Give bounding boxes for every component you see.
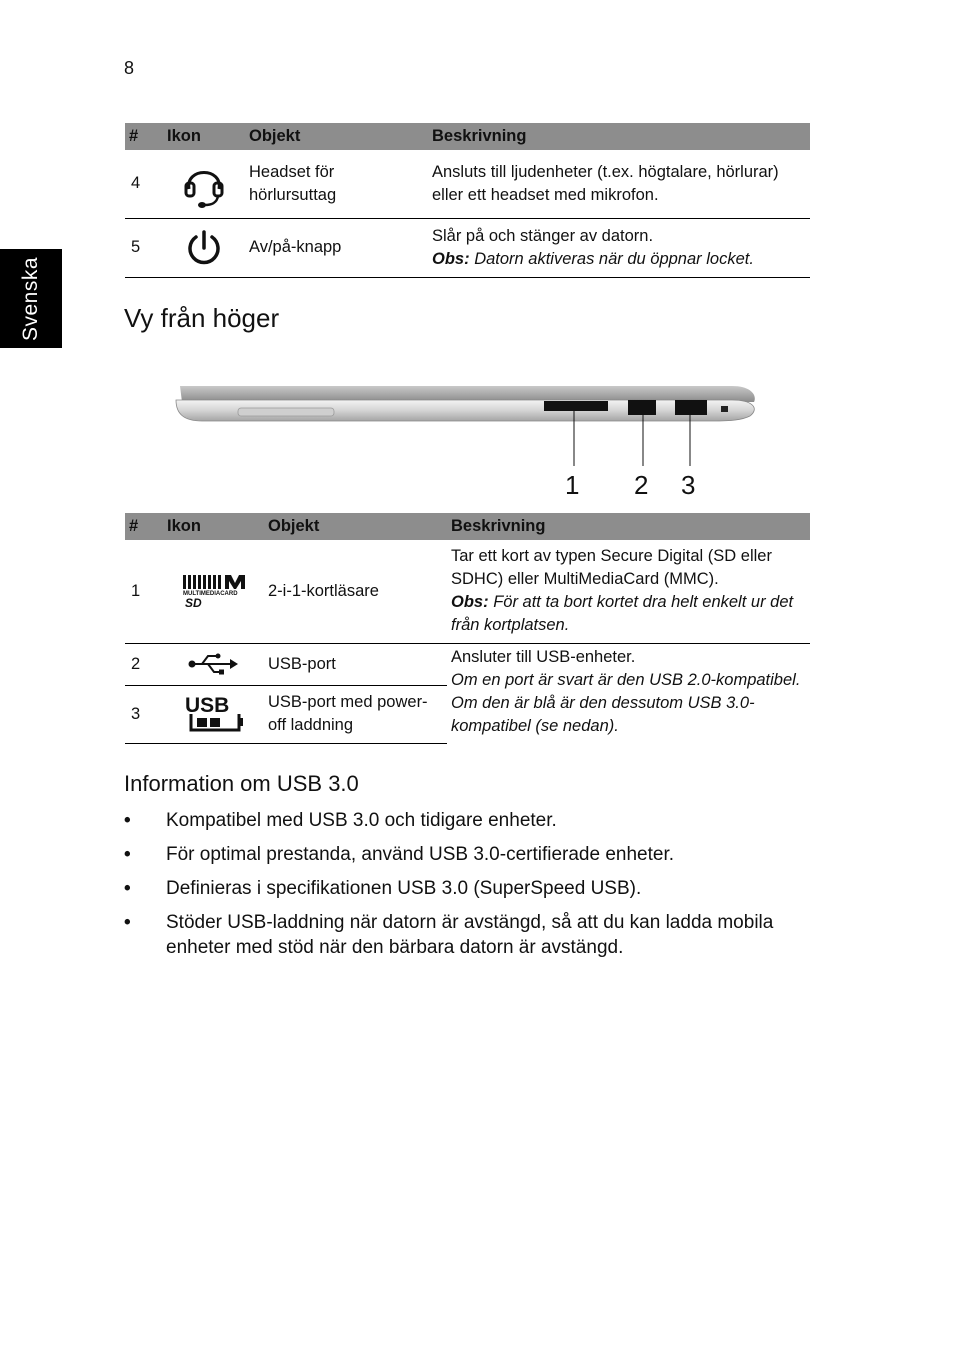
sd-label: SD <box>184 596 202 611</box>
bullet-marker: • <box>124 810 131 831</box>
bullet-marker: • <box>124 878 131 899</box>
description-text: Ansluter till USB-enheter. <box>451 647 636 666</box>
col-object: Objekt <box>264 513 447 540</box>
usb-charging-label: USB <box>184 694 229 717</box>
col-description: Beskrivning <box>428 123 810 150</box>
card-reader-slot <box>544 401 608 411</box>
table-row <box>125 643 810 685</box>
usb-port-3 <box>675 400 707 415</box>
ports-table-top <box>125 123 810 278</box>
row-object: USB-port <box>264 643 447 685</box>
row-number: 4 <box>131 174 141 193</box>
col-number: # <box>125 123 163 150</box>
list-item <box>124 842 824 867</box>
language-label: Svenska <box>19 256 42 341</box>
ports-table-right <box>125 513 810 744</box>
description-text: Tar ett kort av typen Secure Digital (SD eller SDHC) eller MultiMediaCard (MMC). <box>451 547 772 589</box>
usb-icon <box>163 643 264 685</box>
callout-3: 3 <box>681 470 696 500</box>
laptop-right-side-figure <box>172 378 762 470</box>
col-icon: Ikon <box>163 123 245 150</box>
usb-info-title: Information om USB 3.0 <box>124 771 359 796</box>
row-description <box>447 540 810 643</box>
bullet-marker: • <box>124 844 131 865</box>
section-title: Vy från höger <box>124 303 280 333</box>
usb-info-list <box>124 808 824 969</box>
table-header-row <box>125 123 810 150</box>
col-number: # <box>125 513 163 540</box>
bullet-marker: • <box>124 912 131 933</box>
description-italic: Om en port är svart är den USB 2.0-kompatibel. Om den är blå är den dessutom USB 3.0-kompatibel (se nedan). <box>451 670 801 735</box>
row-description <box>447 643 810 743</box>
table-row <box>125 540 810 643</box>
mmc-sd-icon <box>163 540 264 643</box>
table-row <box>125 218 810 277</box>
description-text: Slår på och stänger av datorn. <box>432 226 654 245</box>
row-object: 2-i-1-kortläsare <box>268 581 379 600</box>
page-number: 8 <box>124 58 135 78</box>
mmc-label: MULTIMEDIACARD <box>182 591 238 598</box>
row-number: 2 <box>125 643 163 685</box>
list-item <box>124 910 824 960</box>
obs-text: Datorn aktiveras när du öppnar locket. <box>474 249 754 268</box>
row-number: 3 <box>125 685 163 743</box>
row-object: Headset för hörlursuttag <box>249 162 337 204</box>
row-object: USB-port med power-off laddning <box>264 685 447 743</box>
usb-port-2 <box>628 400 656 415</box>
callout-2: 2 <box>634 470 649 500</box>
row-description <box>428 218 810 277</box>
table-row <box>125 150 810 218</box>
usb-charging-icon <box>163 685 264 743</box>
col-description: Beskrivning <box>447 513 810 540</box>
power-icon <box>163 218 245 277</box>
list-item <box>124 808 824 833</box>
callout-1: 1 <box>565 470 580 500</box>
bullet-text: Definieras i specifikationen USB 3.0 (SuperSpeed USB). <box>166 878 642 899</box>
table-header-row <box>125 513 810 540</box>
col-object: Objekt <box>245 123 428 150</box>
obs-text: För att ta bort kortet dra helt enkelt ur det från kortplatsen. <box>451 593 794 635</box>
row-number: 5 <box>125 218 163 277</box>
row-object: Av/på-knapp <box>245 218 428 277</box>
headset-icon <box>163 150 245 218</box>
obs-label: Obs: <box>432 249 470 268</box>
row-description: Ansluts till ljudenheter (t.ex. högtalare, hörlurar) eller ett headset med mikrofon. <box>432 162 779 204</box>
list-item <box>124 876 824 901</box>
col-icon: Ikon <box>163 513 264 540</box>
obs-label: Obs: <box>451 593 489 612</box>
bullet-text: Stöder USB-laddning när datorn är avstängd, så att du kan ladda mobila enheter med stöd när den bärbara datorn är avstängd. <box>166 912 774 958</box>
bullet-text: Kompatibel med USB 3.0 och tidigare enheter. <box>166 810 557 831</box>
bullet-text: För optimal prestanda, använd USB 3.0-certifierade enheter. <box>166 844 675 865</box>
row-number: 1 <box>131 581 141 600</box>
language-side-tab <box>0 249 62 348</box>
